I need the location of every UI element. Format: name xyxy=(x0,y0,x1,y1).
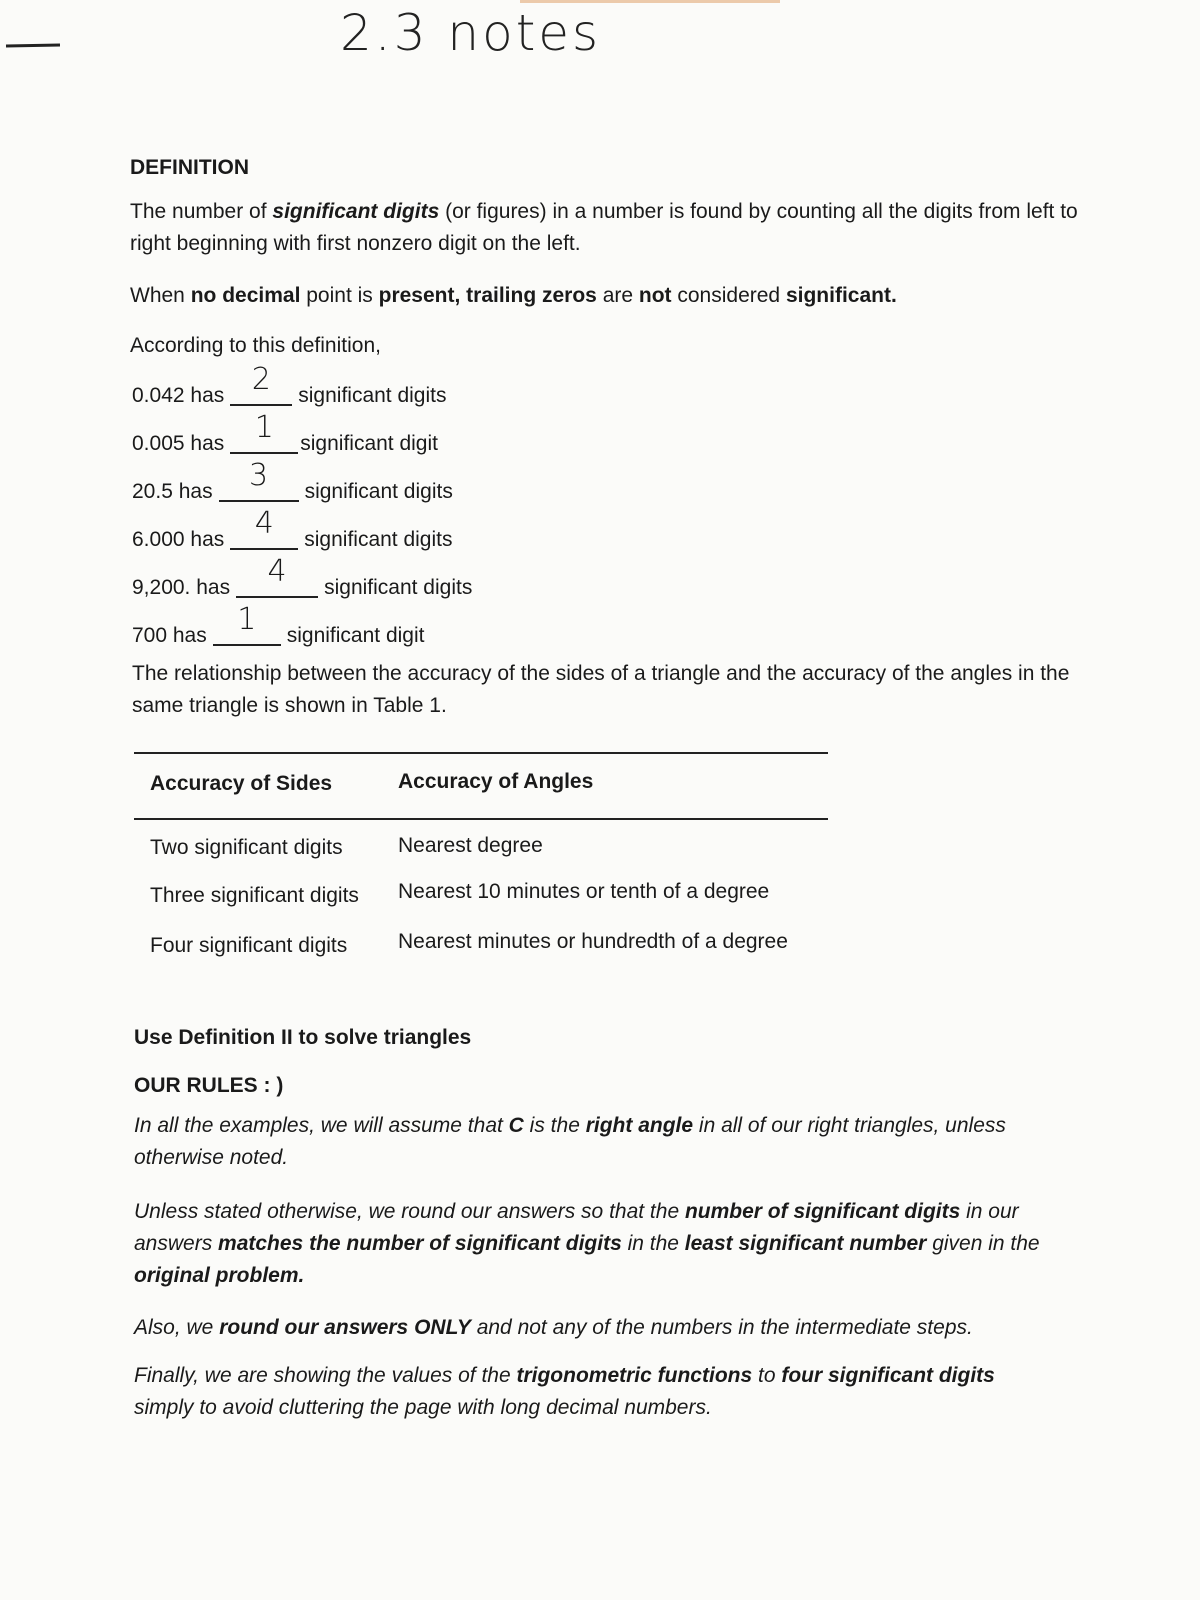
table-header-sides: Accuracy of Sides xyxy=(150,772,333,795)
answer-blank xyxy=(230,506,298,550)
definition-heading: DEFINITION xyxy=(130,156,249,179)
example-number: 6.000 has xyxy=(132,528,225,551)
answer-blank xyxy=(236,554,318,598)
table-header-angles: Accuracy of Angles xyxy=(398,770,594,793)
table-cell: Four significant digits xyxy=(150,934,348,957)
example-suffix: significant digits xyxy=(304,480,453,503)
example-row xyxy=(132,362,447,408)
example-number: 20.5 has xyxy=(132,480,213,503)
example-suffix: significant digits xyxy=(298,384,447,407)
example-number: 0.005 has xyxy=(132,432,225,455)
our-rules-heading: OUR RULES : ) xyxy=(134,1074,284,1097)
rule-round-only: Also, we round our answers ONLY and not any of the numbers in the intermediate steps. xyxy=(134,1316,973,1339)
answer-blank xyxy=(219,458,299,502)
example-row xyxy=(132,506,453,552)
handwritten-answer: 1 xyxy=(254,410,274,445)
trailing-zeros-rule: When no decimal point is present, trailing zeros are not considered significant. xyxy=(130,284,897,307)
use-definition-heading: Use Definition II to solve triangles xyxy=(134,1026,472,1049)
table-cell: Three significant digits xyxy=(150,884,359,907)
definition-intro: According to this definition, xyxy=(130,334,381,357)
example-suffix: significant digit xyxy=(286,624,425,647)
pen-mark xyxy=(6,44,60,48)
handwritten-title: 2.3 notes xyxy=(340,4,602,62)
table-cell: Two significant digits xyxy=(150,836,343,859)
example-row xyxy=(132,410,438,456)
example-row xyxy=(132,554,473,600)
rule-four-digits: Finally, we are showing the values of the trigonometric functions to four significant digits simply to avoid cluttering the page with long decimal numbers. xyxy=(134,1364,995,1419)
example-number: 0.042 has xyxy=(132,384,225,407)
example-number: 9,200. has xyxy=(132,576,231,599)
handwritten-answer: 2 xyxy=(251,362,271,397)
table-top-rule xyxy=(134,752,828,754)
example-row xyxy=(132,602,425,648)
answer-blank xyxy=(230,362,292,406)
paper-edge-stripe xyxy=(520,0,780,3)
example-suffix: significant digit xyxy=(300,432,438,455)
definition-paragraph: The number of significant digits (or figures) in a number is found by counting all the digits from left to right beginning with first nonzero digit on the left. xyxy=(130,200,1078,255)
rule-right-angle: In all the examples, we will assume that C is the right angle in all of our right triangles, unless otherwise noted. xyxy=(134,1114,1006,1169)
example-row xyxy=(132,458,453,504)
example-suffix: significant digits xyxy=(324,576,473,599)
relationship-paragraph: The relationship between the accuracy of the sides of a triangle and the accuracy of the angles in the same triangle is shown in Table 1. xyxy=(132,662,1070,717)
answer-blank xyxy=(230,410,298,454)
rule-rounding: Unless stated otherwise, we round our answers so that the number of significant digits in our answers matches the number of significant digits in the least significant number given in the original problem. xyxy=(134,1200,1040,1287)
table-header-rule xyxy=(134,818,828,820)
table-cell: Nearest minutes or hundredth of a degree xyxy=(398,930,788,953)
example-suffix: significant digits xyxy=(304,528,453,551)
example-number: 700 has xyxy=(132,624,207,647)
handwritten-answer: 4 xyxy=(254,506,274,541)
handwritten-answer: 4 xyxy=(267,554,287,589)
answer-blank xyxy=(213,602,281,646)
table-cell: Nearest degree xyxy=(398,834,543,857)
handwritten-answer: 1 xyxy=(237,602,257,637)
table-cell: Nearest 10 minutes or tenth of a degree xyxy=(398,880,770,903)
handwritten-answer: 3 xyxy=(249,458,269,493)
